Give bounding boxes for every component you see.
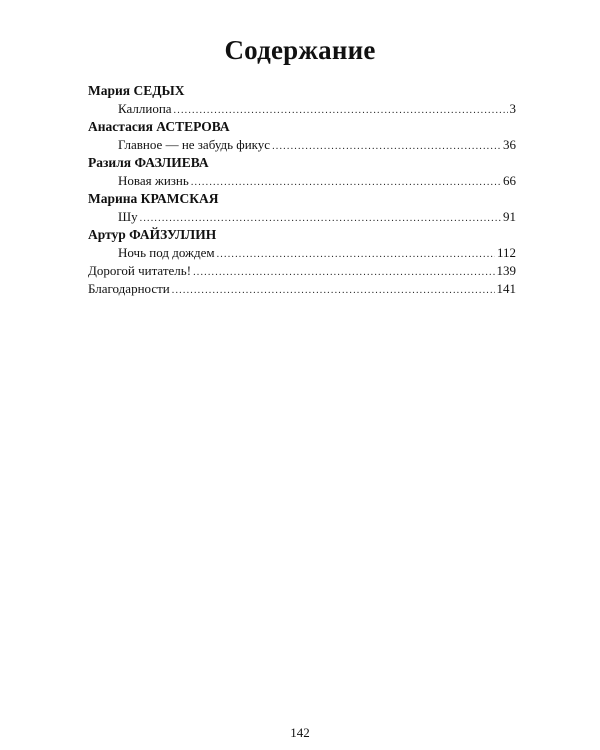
toc-entry[interactable] xyxy=(88,100,516,118)
dot-leader xyxy=(217,246,495,264)
toc-entry-page: 112 xyxy=(496,245,516,260)
toc-entry-title: Дорогой читатель! xyxy=(88,263,192,278)
toc-entry[interactable] xyxy=(88,280,516,298)
dot-leader xyxy=(272,138,501,156)
page-title: Содержание xyxy=(224,35,376,65)
toc-entry-page: 66 xyxy=(503,173,516,188)
toc-entry-page: 141 xyxy=(496,281,516,296)
toc-entry-page: 36 xyxy=(503,137,516,152)
toc-entry-title: Главное — не забудь фикус xyxy=(118,137,271,152)
toc-entry[interactable] xyxy=(88,172,516,190)
toc-entry-page: 3 xyxy=(509,101,516,116)
toc-entry[interactable] xyxy=(88,208,516,226)
toc-entry[interactable] xyxy=(88,136,516,154)
toc-author: Анастасия АСТЕРОВА xyxy=(88,119,230,134)
page-number: 142 xyxy=(290,725,310,740)
toc-entry-title: Каллиопа xyxy=(118,101,172,116)
toc-entry-title: Новая жизнь xyxy=(118,173,189,188)
toc-entry-page: 91 xyxy=(503,209,516,224)
dot-leader xyxy=(193,264,494,282)
toc-author: Марина КРАМСКАЯ xyxy=(88,191,219,206)
toc-author: Артур ФАЙЗУЛЛИН xyxy=(88,227,217,242)
toc-author: Мария СЕДЫХ xyxy=(88,83,185,98)
toc-entry[interactable] xyxy=(88,262,516,280)
table-of-contents xyxy=(88,82,516,298)
toc-author: Разиля ФАЗЛИЕВА xyxy=(88,155,209,170)
toc-entry-page: 139 xyxy=(496,263,516,278)
toc-entry-title: Благодарности xyxy=(88,281,170,296)
toc-entry[interactable] xyxy=(88,244,516,262)
dot-leader xyxy=(191,174,501,192)
toc-entry-title: Ночь под дождем xyxy=(118,245,215,260)
toc-entry-title: Шу xyxy=(118,209,138,224)
dot-leader xyxy=(172,282,495,300)
